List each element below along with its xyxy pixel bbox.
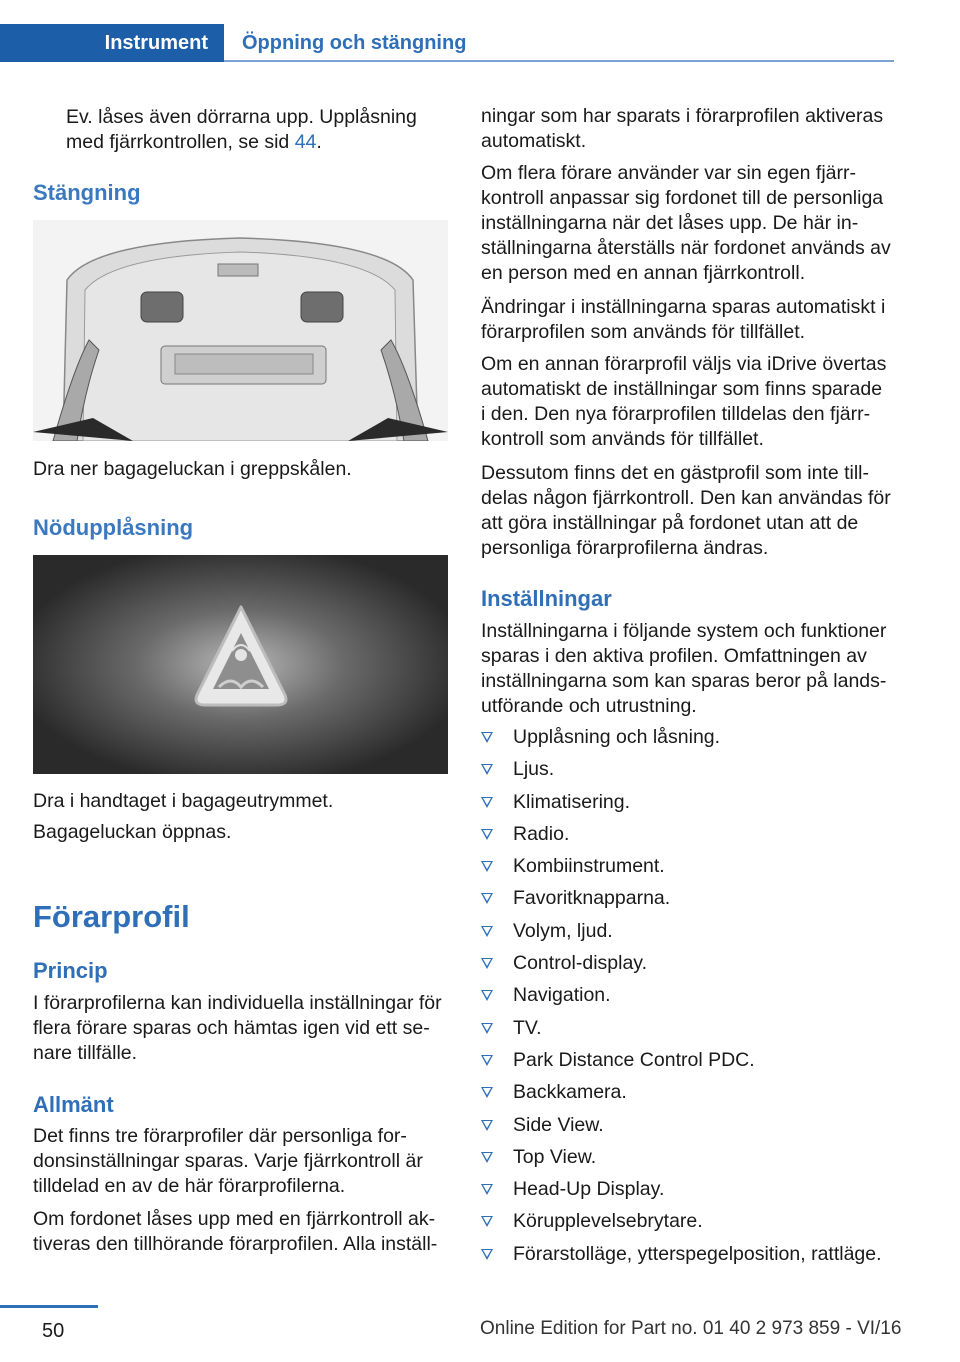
right-para1-line: ningar som har sparats i förarprofilen aktiveras xyxy=(481,105,884,127)
right-para5-line: att göra inställningar på fordonet utan att de xyxy=(481,512,859,534)
bullet-triangle-icon xyxy=(481,829,493,840)
right-para3-line: förarprofilen som används för tillfället. xyxy=(481,321,806,343)
heading-closing: Stängning xyxy=(33,180,141,205)
bullet-triangle-icon xyxy=(481,990,493,1001)
bullet-item xyxy=(481,1177,898,1209)
bullet-item xyxy=(481,822,898,854)
bullet-item xyxy=(481,1242,898,1274)
principle-line: flera förare sparas och hämtas igen vid ett se- xyxy=(33,1017,430,1039)
bullet-item xyxy=(481,886,898,918)
bullet-triangle-icon xyxy=(481,732,493,743)
bullet-item xyxy=(481,757,898,789)
bullet-triangle-icon xyxy=(481,958,493,969)
intro-line-2: med fjärrkontrollen, se sid 44. xyxy=(66,131,322,153)
right-para2-line: ställningarna återställs när fordonet används av xyxy=(481,237,891,259)
intro-line-1: Ev. låses även dörrarna upp. Upplåsning xyxy=(66,106,417,128)
bullet-triangle-icon xyxy=(481,797,493,808)
heading-emergency-release: Nödupplåsning xyxy=(33,515,194,540)
bullet-item xyxy=(481,919,898,951)
general-line: donsinställningar sparas. Varje fjärrkontroll är xyxy=(33,1150,423,1172)
bullet-text: Körupplevelsebrytare. xyxy=(513,1210,703,1233)
footer-rule xyxy=(0,1305,98,1308)
bullet-text: Backkamera. xyxy=(513,1081,627,1104)
right-para4-line: automatiskt de inställningar som finns sparade xyxy=(481,378,883,400)
bullet-text: Control-display. xyxy=(513,952,648,975)
heading-general: Allmänt xyxy=(33,1092,114,1117)
right-para5-line: personliga förarprofilerna ändras. xyxy=(481,537,769,559)
bullet-text: Favoritknapparna. xyxy=(513,887,671,910)
section-tab[interactable]: Öppning och stängning xyxy=(242,31,467,54)
bullet-text: Klimatisering. xyxy=(513,790,631,813)
bullet-triangle-icon xyxy=(481,926,493,937)
bullet-triangle-icon xyxy=(481,1152,493,1163)
bullet-text: Radio. xyxy=(513,822,570,845)
settings-bullet-list xyxy=(481,725,898,1274)
bullet-text: Förarstolläge, ytterspegelposition, rattläge. xyxy=(513,1242,882,1265)
emergency-handle-image xyxy=(33,555,448,774)
bullet-triangle-icon xyxy=(481,764,493,775)
bullet-item xyxy=(481,725,898,757)
bullet-triangle-icon xyxy=(481,1249,493,1260)
bullet-text: Volym, ljud. xyxy=(513,919,613,942)
bullet-triangle-icon xyxy=(481,1087,493,1098)
bullet-triangle-icon xyxy=(481,893,493,904)
right-para2-line: Om flera förare använder var sin egen fjärr- xyxy=(481,162,856,184)
bullet-item xyxy=(481,854,898,886)
bullet-text: Head-Up Display. xyxy=(513,1178,665,1201)
bullet-item xyxy=(481,790,898,822)
bullet-item xyxy=(481,1209,898,1241)
heading-driver-profile: Förarprofil xyxy=(33,899,190,934)
bullet-triangle-icon xyxy=(481,1055,493,1066)
right-para2-line: en person med en annan fjärrkontroll. xyxy=(481,262,806,284)
page-header xyxy=(0,0,960,62)
bullet-triangle-icon xyxy=(481,861,493,872)
chapter-tab[interactable]: Instrument xyxy=(0,24,224,62)
bullet-triangle-icon xyxy=(481,1216,493,1227)
settings-line: Inställningarna i följande system och funktioner xyxy=(481,620,887,642)
trunk-lid-image xyxy=(33,220,448,441)
right-para5-line: delas någon fjärrkontroll. Den kan användas för xyxy=(481,487,891,509)
principle-line: I förarprofilerna kan individuella inställningar för xyxy=(33,992,442,1014)
general-line: Om fordonet låses upp med en fjärrkontroll ak- xyxy=(33,1208,436,1230)
bullet-text: Navigation. xyxy=(513,984,611,1007)
bullet-text: Upplåsning och låsning. xyxy=(513,726,721,748)
bullet-triangle-icon xyxy=(481,1184,493,1195)
caption-emergency-2: Bagageluckan öppnas. xyxy=(33,821,232,843)
bullet-text: Side View. xyxy=(513,1113,604,1136)
bullet-item xyxy=(481,983,898,1015)
bullet-item xyxy=(481,1080,898,1112)
bullet-item xyxy=(481,1113,898,1145)
bullet-text: Kombiinstrument. xyxy=(513,855,665,878)
bullet-item xyxy=(481,951,898,983)
bullet-item xyxy=(481,1145,898,1177)
page-number: 50 xyxy=(42,1320,65,1342)
right-para1-line: automatiskt. xyxy=(481,130,587,152)
right-para4-line: kontroll som används för tillfället. xyxy=(481,428,764,450)
header-rule xyxy=(224,60,894,62)
bullet-text: Park Distance Control PDC. xyxy=(513,1048,755,1071)
heading-settings: Inställningar xyxy=(481,586,612,611)
principle-line: nare tillfälle. xyxy=(33,1042,138,1064)
heading-principle: Princip xyxy=(33,958,108,983)
bullet-triangle-icon xyxy=(481,1120,493,1131)
right-para5-line: Dessutom finns det en gästprofil som inte till- xyxy=(481,462,870,484)
caption-closing: Dra ner bagageluckan i greppskålen. xyxy=(33,458,352,480)
settings-line: utförande och utrustning. xyxy=(481,695,697,717)
caption-emergency-1: Dra i handtaget i bagageutrymmet. xyxy=(33,790,334,812)
right-para4-line: i den. Den nya förarprofilen tilldelas den fjärr- xyxy=(481,403,871,425)
general-line: Det finns tre förarprofiler där personliga for- xyxy=(33,1125,407,1147)
general-line: tilldelad en av de här förarprofilerna. xyxy=(33,1175,346,1197)
right-para2-line: kontroll anpassar sig fordonet till de personliga xyxy=(481,187,884,209)
page-ref-link[interactable]: 44 xyxy=(294,131,317,153)
footer-edition: Online Edition for Part no. 01 40 2 973 859 - VI/16 xyxy=(480,1318,902,1339)
right-para3-line: Ändringar i inställningarna sparas automatiskt i xyxy=(481,296,886,318)
bullet-text: Top View. xyxy=(513,1145,597,1168)
bullet-text: Ljus. xyxy=(513,758,555,781)
right-para2-line: inställningarna när det låses upp. De här in- xyxy=(481,212,859,234)
bullet-text: TV. xyxy=(513,1016,542,1039)
right-para4-line: Om en annan förarprofil väljs via iDrive övertas xyxy=(481,353,887,375)
settings-line: inställningarna som kan sparas beror på lands- xyxy=(481,670,887,692)
general-line: tiveras den tillhörande förarprofilen. Alla inställ- xyxy=(33,1233,438,1255)
settings-line: sparas i den aktiva profilen. Omfattningen av xyxy=(481,645,867,667)
bullet-triangle-icon xyxy=(481,1023,493,1034)
bullet-item xyxy=(481,1016,898,1048)
bullet-item xyxy=(481,1048,898,1080)
